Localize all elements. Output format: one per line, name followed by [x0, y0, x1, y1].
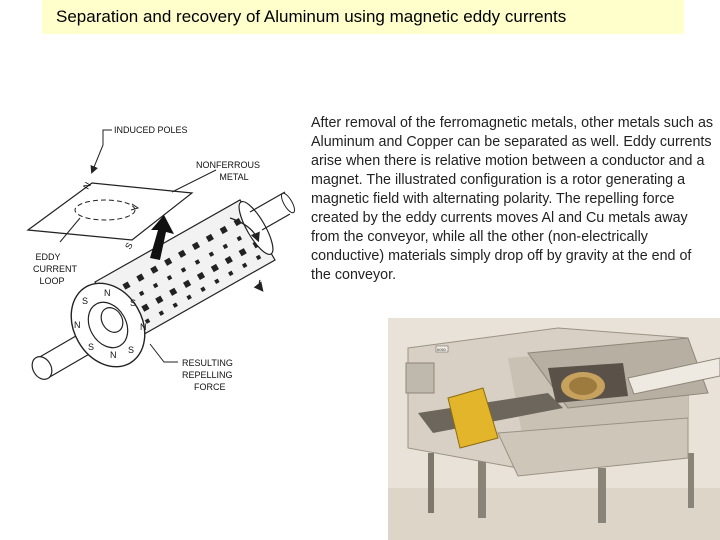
pole-label: S: [88, 342, 95, 352]
pole-label: N: [110, 350, 117, 360]
rotation-arrow: [259, 280, 262, 290]
separator-photo: [388, 318, 720, 540]
eddy-current-diagram: [0, 100, 300, 400]
eddy-loop-label: LOOP: [39, 276, 65, 286]
plate-pole: N: [81, 180, 93, 191]
pole-label: S: [82, 296, 89, 306]
nonferrous-label: NONFERROUS: [195, 160, 261, 170]
description-text: After removal of the ferromagnetic metals, other metals such as Aluminum and Copper can be separated as well. Eddy currents arise when there is relative motion between a conductor and a magnet. The illustrated configuration is a rotor generating a magnetic field with alternating polarity. The repelling force created by the eddy currents moves Al and Cu metals away from the conveyor, while all the other (non-electrically conductive) materials simply drop off by gravity at the end of the conveyor.: [311, 115, 714, 283]
machine-plate: 6060: [437, 347, 446, 352]
pole-label: S: [128, 345, 135, 355]
plate-pole: S: [123, 240, 135, 251]
title-bar: [42, 0, 684, 34]
repelling-force-label: FORCE: [194, 382, 226, 392]
nonferrous-label: METAL: [219, 172, 249, 182]
induced-poles-label: INDUCED POLES: [114, 125, 188, 135]
repelling-force-label: RESULTING: [182, 358, 233, 368]
slide-title: Separation and recovery of Aluminum using magnetic eddy currents: [56, 7, 567, 26]
eddy-loop-label: CURRENT: [33, 264, 77, 274]
pole-label: N: [74, 320, 81, 330]
repelling-force-label: REPELLING: [182, 370, 233, 380]
pole-label: S: [130, 298, 137, 308]
eddy-loop-label: EDDY: [35, 252, 61, 262]
pole-label: N: [104, 288, 111, 298]
pole-label: N: [140, 322, 147, 332]
